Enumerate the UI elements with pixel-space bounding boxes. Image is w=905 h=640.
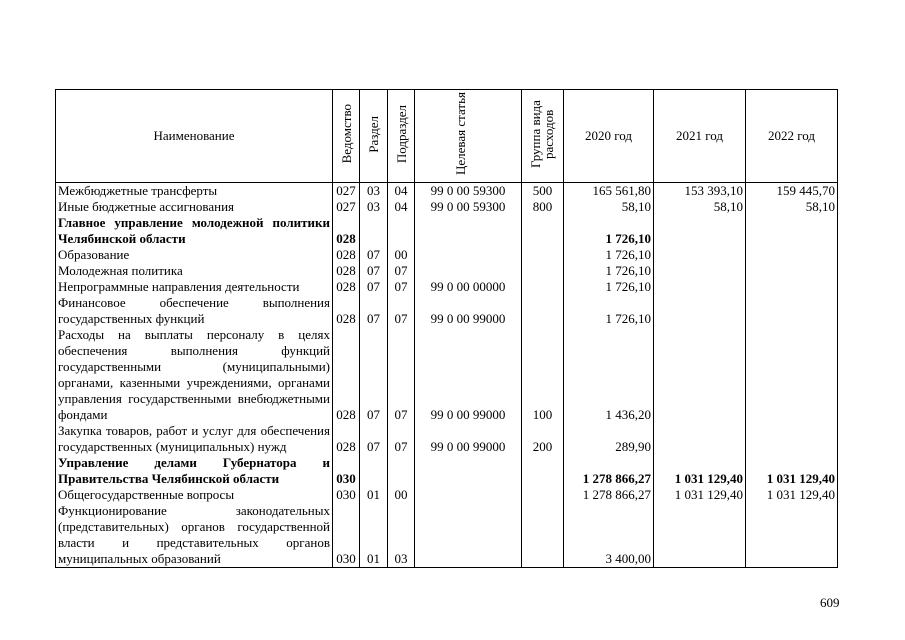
cell-dept: 027 xyxy=(333,199,360,215)
cell-y2021: 1 031 129,40 xyxy=(654,455,746,487)
cell-y2020: 58,10 xyxy=(564,199,654,215)
cell-y2022 xyxy=(746,503,838,568)
cell-sub: 00 xyxy=(388,487,415,503)
table-row xyxy=(56,247,838,263)
table-row xyxy=(56,487,838,503)
header-expense-group-label: Группа вида расходов xyxy=(527,100,556,168)
cell-y2021: 1 031 129,40 xyxy=(654,487,746,503)
header-subsection xyxy=(388,90,415,183)
cell-target xyxy=(415,503,522,568)
header-subsection-label: Подраздел xyxy=(393,104,409,164)
cell-grp xyxy=(522,503,564,568)
cell-y2020: 1 726,10 xyxy=(564,263,654,279)
table-body xyxy=(56,183,838,568)
cell-sub: 07 xyxy=(388,327,415,423)
budget-table xyxy=(55,89,838,568)
cell-y2021 xyxy=(654,327,746,423)
cell-y2022 xyxy=(746,279,838,295)
cell-sub: 04 xyxy=(388,183,415,200)
cell-name: Образование xyxy=(56,247,333,263)
cell-target: 99 0 00 59300 xyxy=(415,183,522,200)
cell-dept: 028 xyxy=(333,263,360,279)
cell-grp: 100 xyxy=(522,327,564,423)
cell-sub: 07 xyxy=(388,263,415,279)
cell-grp xyxy=(522,279,564,295)
cell-sub: 03 xyxy=(388,503,415,568)
table-header-row xyxy=(56,90,838,183)
cell-name: Главное управление молодежной политики Челябинской области xyxy=(56,215,333,247)
cell-name: Закупка товаров, работ и услуг для обеспечения государственных (муниципальных) нужд xyxy=(56,423,333,455)
cell-name: Расходы на выплаты персоналу в целях обеспечения выполнения функций государственными (муниципальными) органами, казенными учреждениями, органами управления государственными внебюджетными фондами xyxy=(56,327,333,423)
cell-name: Финансовое обеспечение выполнения государственных функций xyxy=(56,295,333,327)
cell-y2021 xyxy=(654,247,746,263)
cell-y2020: 1 436,20 xyxy=(564,327,654,423)
cell-name: Общегосударственные вопросы xyxy=(56,487,333,503)
cell-target xyxy=(415,455,522,487)
header-expense-group xyxy=(522,90,564,183)
cell-sec: 03 xyxy=(360,199,388,215)
table-row xyxy=(56,263,838,279)
cell-dept: 028 xyxy=(333,423,360,455)
cell-y2022 xyxy=(746,247,838,263)
cell-y2022: 1 031 129,40 xyxy=(746,455,838,487)
cell-name: Межбюджетные трансферты xyxy=(56,183,333,200)
cell-name: Функционирование законодательных (представительных) органов государственной власти и представительных органов муниципальных образований xyxy=(56,503,333,568)
cell-y2022: 1 031 129,40 xyxy=(746,487,838,503)
header-2020: 2020 год xyxy=(564,90,654,183)
cell-target xyxy=(415,215,522,247)
table-row xyxy=(56,215,838,247)
cell-sec: 07 xyxy=(360,247,388,263)
header-section xyxy=(360,90,388,183)
cell-dept: 027 xyxy=(333,183,360,200)
header-name: Наименование xyxy=(56,90,333,183)
cell-y2020: 1 726,10 xyxy=(564,279,654,295)
cell-sub xyxy=(388,215,415,247)
header-target xyxy=(415,90,522,183)
cell-y2020: 1 278 866,27 xyxy=(564,487,654,503)
cell-y2021 xyxy=(654,295,746,327)
cell-target xyxy=(415,247,522,263)
cell-y2021 xyxy=(654,423,746,455)
cell-grp: 500 xyxy=(522,183,564,200)
table-row xyxy=(56,503,838,568)
cell-sub: 07 xyxy=(388,423,415,455)
cell-target: 99 0 00 99000 xyxy=(415,327,522,423)
cell-y2021 xyxy=(654,215,746,247)
cell-grp: 200 xyxy=(522,423,564,455)
cell-target: 99 0 00 99000 xyxy=(415,423,522,455)
table-row xyxy=(56,423,838,455)
header-2022: 2022 год xyxy=(746,90,838,183)
cell-name: Иные бюджетные ассигнования xyxy=(56,199,333,215)
cell-y2022 xyxy=(746,423,838,455)
cell-dept: 028 xyxy=(333,327,360,423)
cell-grp xyxy=(522,487,564,503)
table-row xyxy=(56,295,838,327)
cell-sec: 03 xyxy=(360,183,388,200)
cell-dept: 028 xyxy=(333,215,360,247)
cell-y2022 xyxy=(746,215,838,247)
cell-grp xyxy=(522,247,564,263)
cell-y2020: 289,90 xyxy=(564,423,654,455)
cell-dept: 030 xyxy=(333,503,360,568)
cell-y2022 xyxy=(746,295,838,327)
cell-grp xyxy=(522,215,564,247)
cell-dept: 028 xyxy=(333,247,360,263)
header-section-label: Раздел xyxy=(366,115,381,153)
cell-target: 99 0 00 00000 xyxy=(415,279,522,295)
cell-grp xyxy=(522,295,564,327)
table-row xyxy=(56,279,838,295)
cell-sec: 07 xyxy=(360,279,388,295)
cell-y2020: 1 278 866,27 xyxy=(564,455,654,487)
cell-sec: 07 xyxy=(360,263,388,279)
cell-y2022: 58,10 xyxy=(746,199,838,215)
page-number: 609 xyxy=(820,595,840,610)
cell-sec xyxy=(360,455,388,487)
table-row xyxy=(56,183,838,200)
cell-target: 99 0 00 99000 xyxy=(415,295,522,327)
cell-y2021: 58,10 xyxy=(654,199,746,215)
header-dept-label: Ведомство xyxy=(338,104,354,164)
header-target-label: Целевая статья xyxy=(453,92,468,176)
cell-name: Управление делами Губернатора и Правительства Челябинской области xyxy=(56,455,333,487)
cell-sec xyxy=(360,215,388,247)
cell-sec: 07 xyxy=(360,295,388,327)
cell-dept: 030 xyxy=(333,487,360,503)
table-row xyxy=(56,327,838,423)
cell-y2020: 1 726,10 xyxy=(564,295,654,327)
table-row xyxy=(56,199,838,215)
cell-dept: 028 xyxy=(333,279,360,295)
cell-target xyxy=(415,487,522,503)
cell-y2021 xyxy=(654,279,746,295)
cell-y2021: 153 393,10 xyxy=(654,183,746,200)
cell-name: Молодежная политика xyxy=(56,263,333,279)
cell-y2020: 3 400,00 xyxy=(564,503,654,568)
table-row xyxy=(56,455,838,487)
cell-sec: 07 xyxy=(360,423,388,455)
cell-sec: 01 xyxy=(360,487,388,503)
cell-grp: 800 xyxy=(522,199,564,215)
cell-dept: 030 xyxy=(333,455,360,487)
cell-sub: 00 xyxy=(388,247,415,263)
cell-grp xyxy=(522,263,564,279)
cell-y2020: 1 726,10 xyxy=(564,215,654,247)
cell-sub: 07 xyxy=(388,279,415,295)
cell-dept: 028 xyxy=(333,295,360,327)
cell-y2020: 165 561,80 xyxy=(564,183,654,200)
cell-sub: 07 xyxy=(388,295,415,327)
cell-y2021 xyxy=(654,503,746,568)
cell-y2021 xyxy=(654,263,746,279)
cell-sub: 04 xyxy=(388,199,415,215)
cell-y2020: 1 726,10 xyxy=(564,247,654,263)
cell-y2022 xyxy=(746,327,838,423)
cell-target xyxy=(415,263,522,279)
cell-y2022 xyxy=(746,263,838,279)
header-2021: 2021 год xyxy=(654,90,746,183)
cell-y2022: 159 445,70 xyxy=(746,183,838,200)
cell-sec: 01 xyxy=(360,503,388,568)
cell-name: Непрограммные направления деятельности xyxy=(56,279,333,295)
cell-grp xyxy=(522,455,564,487)
cell-target: 99 0 00 59300 xyxy=(415,199,522,215)
cell-sub xyxy=(388,455,415,487)
cell-sec: 07 xyxy=(360,327,388,423)
header-dept xyxy=(333,90,360,183)
